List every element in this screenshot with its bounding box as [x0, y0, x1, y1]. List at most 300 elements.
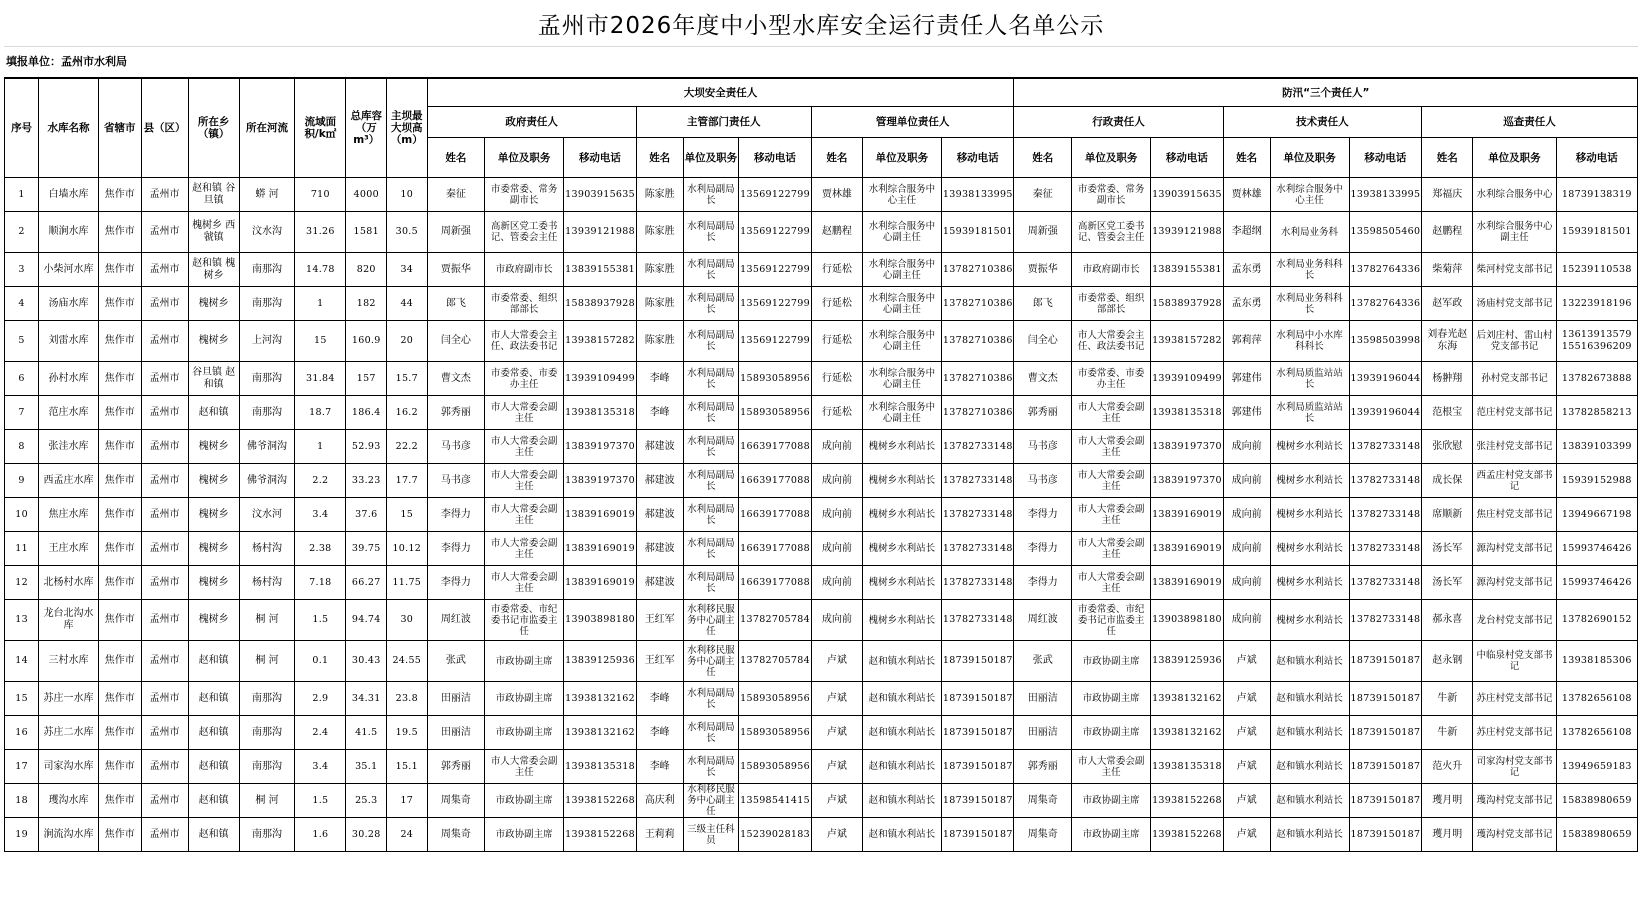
cell-phone: 13949667198: [1556, 498, 1637, 532]
cell-post: 水利局副局长: [683, 178, 738, 212]
cell-county: 孟州市: [141, 253, 188, 287]
cell-num: 17.7: [387, 464, 428, 498]
cell-phone: 13782673888: [1556, 362, 1637, 396]
header-phone: 移动电话: [1556, 138, 1637, 178]
cell-post: 水利局副局长: [683, 287, 738, 321]
cell-person: 高庆利: [636, 784, 683, 818]
cell-name: 龙台北沟水库: [39, 600, 99, 641]
header-admin: 行政责任人: [1014, 107, 1223, 138]
cell-seq: 6: [5, 362, 39, 396]
cell-num: 157: [346, 362, 387, 396]
cell-phone: 13839155381: [564, 253, 637, 287]
cell-post: 市委常委、市委办主任: [485, 362, 564, 396]
cell-num: 66.27: [346, 566, 387, 600]
cell-person: 周新强: [427, 212, 485, 253]
cell-phone: 13839169019: [1151, 532, 1224, 566]
cell-river: 南那沟: [239, 682, 294, 716]
table-body: [5, 178, 1638, 852]
cell-phone: 13782733148: [941, 498, 1014, 532]
cell-town: 赵和镇: [188, 784, 239, 818]
cell-seq: 12: [5, 566, 39, 600]
header-height: 主坝最大坝高（m）: [387, 79, 428, 178]
cell-river: 南那沟: [239, 253, 294, 287]
cell-person: 赵军政: [1422, 287, 1473, 321]
cell-num: 0.1: [295, 641, 346, 682]
cell-person: 李峰: [636, 682, 683, 716]
cell-post: 赵和镇水利站长: [1270, 784, 1349, 818]
cell-name: 顺涧水库: [39, 212, 99, 253]
cell-name: 王庄水库: [39, 532, 99, 566]
cell-name: 范庄水库: [39, 396, 99, 430]
header-phone: 移动电话: [739, 138, 812, 178]
cell-post: 槐树乡水利站长: [1270, 566, 1349, 600]
cell-post: 市人大常委会副主任: [485, 430, 564, 464]
cell-post: 水利综合服务中心主任: [1270, 178, 1349, 212]
cell-phone: 15893058956: [739, 716, 812, 750]
cell-post: 水利局副局长: [683, 464, 738, 498]
cell-num: 1: [295, 430, 346, 464]
cell-post: 市人大常委会副主任: [1072, 464, 1151, 498]
cell-num: 34.31: [346, 682, 387, 716]
cell-city: 焦作市: [98, 430, 141, 464]
cell-person: 赵鹏程: [1422, 212, 1473, 253]
cell-county: 孟州市: [141, 566, 188, 600]
cell-city: 焦作市: [98, 253, 141, 287]
cell-phone: 13839155381: [1151, 253, 1224, 287]
cell-post: 水利综合服务中心: [1473, 178, 1556, 212]
cell-person: 行延松: [811, 396, 862, 430]
cell-river: 蟒 河: [239, 178, 294, 212]
cell-town: 槐树乡: [188, 600, 239, 641]
cell-town: 赵和镇: [188, 716, 239, 750]
cell-town: 赵和镇: [188, 682, 239, 716]
cell-phone: 13938157282: [1151, 321, 1224, 362]
cell-county: 孟州市: [141, 641, 188, 682]
cell-phone: 13949659183: [1556, 750, 1637, 784]
cell-post: 赵和镇水利站长: [1270, 716, 1349, 750]
cell-river: 南那沟: [239, 396, 294, 430]
cell-post: 水利局业务科科长: [1270, 253, 1349, 287]
cell-num: 3.4: [295, 498, 346, 532]
cell-seq: 13: [5, 600, 39, 641]
cell-person: 郝建波: [636, 464, 683, 498]
cell-num: 31.84: [295, 362, 346, 396]
cell-seq: 3: [5, 253, 39, 287]
cell-phone: 13782764336: [1349, 287, 1422, 321]
title-row: [4, 0, 1638, 47]
cell-river: 桐 河: [239, 784, 294, 818]
table-row: [5, 430, 1638, 464]
cell-post: 水利局副局长: [683, 321, 738, 362]
cell-name: 苏庄二水库: [39, 716, 99, 750]
cell-person: 赵永钢: [1422, 641, 1473, 682]
cell-county: 孟州市: [141, 287, 188, 321]
cell-seq: 17: [5, 750, 39, 784]
cell-name: 小柴河水库: [39, 253, 99, 287]
cell-num: 16.2: [387, 396, 428, 430]
cell-person: 李得力: [427, 532, 485, 566]
cell-post: 市人大常委会副主任: [1072, 430, 1151, 464]
cell-post: 水利局业务科: [1270, 212, 1349, 253]
cell-person: 张武: [427, 641, 485, 682]
cell-person: 周红波: [427, 600, 485, 641]
cell-seq: 18: [5, 784, 39, 818]
table-row: [5, 566, 1638, 600]
table-row: [5, 396, 1638, 430]
cell-city: 焦作市: [98, 287, 141, 321]
cell-person: 成向前: [1223, 600, 1270, 641]
cell-num: 33.23: [346, 464, 387, 498]
cell-phone: 13903898180: [1151, 600, 1224, 641]
cell-person: 田丽洁: [1014, 682, 1072, 716]
cell-num: 18.7: [295, 396, 346, 430]
cell-county: 孟州市: [141, 212, 188, 253]
cell-num: 30.28: [346, 818, 387, 852]
cell-post: 水利移民服务中心副主任: [683, 600, 738, 641]
cell-post: 市人大常委会主任、政法委书记: [485, 321, 564, 362]
cell-town: 槐树乡 西虢镇: [188, 212, 239, 253]
cell-num: 820: [346, 253, 387, 287]
cell-post: 高新区党工委书记、管委会主任: [485, 212, 564, 253]
cell-phone: 15893058956: [739, 362, 812, 396]
cell-person: 卢斌: [1223, 750, 1270, 784]
cell-phone: 13938135318: [1151, 750, 1224, 784]
cell-num: 2.38: [295, 532, 346, 566]
cell-phone: 13782705784: [739, 600, 812, 641]
cell-city: 焦作市: [98, 784, 141, 818]
cell-person: 王红军: [636, 641, 683, 682]
cell-person: 郭莉萍: [1223, 321, 1270, 362]
cell-num: 39.75: [346, 532, 387, 566]
cell-person: 成向前: [1223, 464, 1270, 498]
cell-num: 2.2: [295, 464, 346, 498]
cell-num: 186.4: [346, 396, 387, 430]
header-post: 单位及职务: [1072, 138, 1151, 178]
cell-river: 佛爷洞沟: [239, 464, 294, 498]
cell-phone: 18739150187: [1349, 716, 1422, 750]
header-person: 姓名: [1223, 138, 1270, 178]
cell-phone: 16639177088: [739, 430, 812, 464]
cell-phone: 13939109499: [564, 362, 637, 396]
cell-post: 源沟村党支部书记: [1473, 566, 1556, 600]
cell-post: 市委常委、常务副市长: [1072, 178, 1151, 212]
cell-person: 陈家胜: [636, 253, 683, 287]
cell-phone: 15838980659: [1556, 818, 1637, 852]
cell-phone: 13938152268: [564, 784, 637, 818]
cell-person: 郝建波: [636, 498, 683, 532]
header-person: 姓名: [636, 138, 683, 178]
cell-post: 市委常委、市委办主任: [1072, 362, 1151, 396]
cell-river: 南那沟: [239, 287, 294, 321]
cell-post: 市政府副市长: [485, 253, 564, 287]
table-row: [5, 464, 1638, 498]
cell-post: 槐树乡水利站长: [1270, 430, 1349, 464]
cell-phone: 15239110538: [1556, 253, 1637, 287]
cell-num: 2.4: [295, 716, 346, 750]
cell-person: 卢斌: [811, 750, 862, 784]
cell-river: 南那沟: [239, 362, 294, 396]
cell-post: 槐树乡水利站长: [862, 566, 941, 600]
cell-city: 焦作市: [98, 178, 141, 212]
cell-county: 孟州市: [141, 430, 188, 464]
cell-phone: 13903915635: [1151, 178, 1224, 212]
cell-city: 焦作市: [98, 566, 141, 600]
cell-phone: 13782710386: [941, 287, 1014, 321]
cell-post: 赵和镇水利站长: [862, 750, 941, 784]
cell-phone: 13569122799: [739, 287, 812, 321]
cell-person: 周集奇: [1014, 784, 1072, 818]
cell-post: 水利综合服务中心副主任: [862, 287, 941, 321]
cell-person: 李得力: [1014, 532, 1072, 566]
cell-person: 郭秀丽: [1014, 750, 1072, 784]
cell-phone: 18739150187: [1349, 750, 1422, 784]
cell-county: 孟州市: [141, 498, 188, 532]
cell-person: 瓁月明: [1422, 818, 1473, 852]
table-row: [5, 750, 1638, 784]
cell-seq: 9: [5, 464, 39, 498]
cell-town: 赵和镇: [188, 750, 239, 784]
cell-person: 李得力: [427, 566, 485, 600]
cell-city: 焦作市: [98, 716, 141, 750]
cell-person: 郎飞: [1014, 287, 1072, 321]
cell-person: 赵鹏程: [811, 212, 862, 253]
cell-num: 35.1: [346, 750, 387, 784]
cell-post: 水利综合服务中心副主任: [1473, 212, 1556, 253]
cell-county: 孟州市: [141, 464, 188, 498]
cell-person: 卢斌: [1223, 784, 1270, 818]
cell-phone: 13939121988: [564, 212, 637, 253]
cell-seq: 19: [5, 818, 39, 852]
cell-town: 槐树乡: [188, 287, 239, 321]
cell-post: 水利移民服务中心副主任: [683, 784, 738, 818]
cell-phone: 13613913579 15516396209: [1556, 321, 1637, 362]
cell-person: 成长保: [1422, 464, 1473, 498]
cell-river: 佛爷洞沟: [239, 430, 294, 464]
cell-county: 孟州市: [141, 362, 188, 396]
cell-post: 水利综合服务中心副主任: [862, 362, 941, 396]
cell-name: 孙村水库: [39, 362, 99, 396]
cell-phone: 15239028183: [739, 818, 812, 852]
cell-post: 市人大常委会副主任: [1072, 498, 1151, 532]
cell-person: 田丽洁: [1014, 716, 1072, 750]
cell-phone: 13782733148: [941, 566, 1014, 600]
table-row: [5, 641, 1638, 682]
cell-person: 杨翀翔: [1422, 362, 1473, 396]
cell-post: 槐树乡水利站长: [1270, 600, 1349, 641]
cell-post: 龙台村党支部书记: [1473, 600, 1556, 641]
cell-post: 瓁沟村党支部书记: [1473, 784, 1556, 818]
cell-person: 郭秀丽: [1014, 396, 1072, 430]
cell-phone: 18739150187: [941, 716, 1014, 750]
cell-post: 赵和镇水利站长: [862, 818, 941, 852]
cell-person: 行延松: [811, 287, 862, 321]
cell-person: 王红军: [636, 600, 683, 641]
table-row: [5, 287, 1638, 321]
cell-person: 陈家胜: [636, 212, 683, 253]
table-row: [5, 362, 1638, 396]
cell-post: 水利局质监站站长: [1270, 396, 1349, 430]
table-row: [5, 321, 1638, 362]
cell-post: 赵和镇水利站长: [862, 716, 941, 750]
cell-post: 水利局副局长: [683, 430, 738, 464]
cell-phone: 13782733148: [1349, 498, 1422, 532]
header-gov: 政府责任人: [427, 107, 636, 138]
cell-phone: 16639177088: [739, 498, 812, 532]
table-row: [5, 178, 1638, 212]
cell-phone: 13782710386: [941, 321, 1014, 362]
header-seq: 序号: [5, 79, 39, 178]
cell-num: 10.12: [387, 532, 428, 566]
cell-phone: 13223918196: [1556, 287, 1637, 321]
cell-person: 闫全心: [1014, 321, 1072, 362]
cell-phone: 15893058956: [739, 750, 812, 784]
cell-post: 市委常委、组织部部长: [1072, 287, 1151, 321]
cell-num: 23.8: [387, 682, 428, 716]
cell-num: 7.18: [295, 566, 346, 600]
cell-name: 北杨村水库: [39, 566, 99, 600]
cell-phone: 13938132162: [1151, 682, 1224, 716]
table-row: [5, 784, 1638, 818]
cell-num: 182: [346, 287, 387, 321]
cell-seq: 10: [5, 498, 39, 532]
cell-post: 赵和镇水利站长: [1270, 682, 1349, 716]
cell-post: 槐树乡水利站长: [862, 532, 941, 566]
cell-river: 南那沟: [239, 818, 294, 852]
cell-person: 郭建伟: [1223, 396, 1270, 430]
cell-phone: 15838980659: [1556, 784, 1637, 818]
cell-post: 水利局副局长: [683, 566, 738, 600]
header-person: 姓名: [427, 138, 485, 178]
cell-town: 槐树乡: [188, 532, 239, 566]
cell-name: 苏庄一水库: [39, 682, 99, 716]
cell-phone: 13938132162: [1151, 716, 1224, 750]
cell-post: 水利局副局长: [683, 498, 738, 532]
cell-person: 曹文杰: [427, 362, 485, 396]
cell-phone: 15838937928: [1151, 287, 1224, 321]
header-area: 流域面积/k㎡: [295, 79, 346, 178]
cell-person: 成向前: [811, 430, 862, 464]
cell-phone: 13938152268: [564, 818, 637, 852]
cell-river: 桐 河: [239, 641, 294, 682]
cell-post: 孙村党支部书记: [1473, 362, 1556, 396]
cell-post: 司家沟村党支部书记: [1473, 750, 1556, 784]
cell-person: 李峰: [636, 716, 683, 750]
cell-river: 南那沟: [239, 750, 294, 784]
cell-post: 市政协副主席: [1072, 818, 1151, 852]
cell-seq: 2: [5, 212, 39, 253]
cell-post: 槐树乡水利站长: [862, 498, 941, 532]
cell-post: 赵和镇水利站长: [1270, 818, 1349, 852]
cell-town: 赵和镇: [188, 818, 239, 852]
cell-post: 源沟村党支部书记: [1473, 532, 1556, 566]
cell-city: 焦作市: [98, 362, 141, 396]
cell-person: 周新强: [1014, 212, 1072, 253]
cell-name: 瓁沟水库: [39, 784, 99, 818]
cell-post: 市委常委、市纪委书记市监委主任: [1072, 600, 1151, 641]
cell-person: 刘春光赵东海: [1422, 321, 1473, 362]
table-row: [5, 818, 1638, 852]
table-row: [5, 600, 1638, 641]
cell-post: 赵和镇水利站长: [1270, 750, 1349, 784]
cell-phone: 13938133995: [1349, 178, 1422, 212]
cell-city: 焦作市: [98, 600, 141, 641]
cell-person: 成向前: [1223, 430, 1270, 464]
cell-person: 牛新: [1422, 716, 1473, 750]
cell-phone: 13782710386: [941, 253, 1014, 287]
cell-num: 14.78: [295, 253, 346, 287]
cell-town: 槐树乡: [188, 498, 239, 532]
cell-person: 郝永喜: [1422, 600, 1473, 641]
cell-num: 2.9: [295, 682, 346, 716]
cell-river: 上河沟: [239, 321, 294, 362]
cell-post: 市委常委、组织部部长: [485, 287, 564, 321]
header-phone: 移动电话: [564, 138, 637, 178]
cell-num: 30.5: [387, 212, 428, 253]
cell-post: 市人大常委会副主任: [1072, 532, 1151, 566]
cell-person: 卢斌: [1223, 641, 1270, 682]
cell-person: 秦征: [1014, 178, 1072, 212]
cell-person: 瓁月明: [1422, 784, 1473, 818]
table-row: [5, 253, 1638, 287]
header-post: 单位及职务: [1473, 138, 1556, 178]
cell-num: 31.26: [295, 212, 346, 253]
header-post: 单位及职务: [1270, 138, 1349, 178]
cell-post: 三级主任科员: [683, 818, 738, 852]
cell-river: 南那沟: [239, 716, 294, 750]
cell-person: 郭秀丽: [427, 750, 485, 784]
cell-seq: 4: [5, 287, 39, 321]
header-patrol: 巡查责任人: [1422, 107, 1638, 138]
cell-name: 司家沟水库: [39, 750, 99, 784]
cell-phone: 13782733148: [941, 532, 1014, 566]
cell-num: 15.1: [387, 750, 428, 784]
cell-person: 柴菊萍: [1422, 253, 1473, 287]
table-row: [5, 682, 1638, 716]
cell-post: 水利局副局长: [683, 716, 738, 750]
cell-person: 贾林雄: [811, 178, 862, 212]
cell-num: 25.3: [346, 784, 387, 818]
table-row: [5, 532, 1638, 566]
cell-person: 周红波: [1014, 600, 1072, 641]
cell-phone: 13569122799: [739, 178, 812, 212]
cell-phone: 13782656108: [1556, 682, 1637, 716]
header-person: 姓名: [1014, 138, 1072, 178]
cell-town: 赵和镇 谷旦镇: [188, 178, 239, 212]
header-group-dam-safety: 大坝安全责任人: [427, 79, 1014, 107]
cell-num: 41.5: [346, 716, 387, 750]
cell-person: 曹文杰: [1014, 362, 1072, 396]
cell-num: 710: [295, 178, 346, 212]
cell-phone: 13938152268: [1151, 818, 1224, 852]
cell-person: 田丽洁: [427, 716, 485, 750]
header-river: 所在河流: [239, 79, 294, 178]
cell-phone: 13782733148: [941, 464, 1014, 498]
cell-phone: 16639177088: [739, 464, 812, 498]
cell-post: 市人大常委会副主任: [1072, 396, 1151, 430]
table-row: [5, 716, 1638, 750]
cell-post: 赵和镇水利站长: [862, 784, 941, 818]
cell-post: 市人大常委会副主任: [1072, 566, 1151, 600]
cell-city: 焦作市: [98, 641, 141, 682]
cell-person: 周集奇: [427, 818, 485, 852]
cell-post: 市人大常委会副主任: [485, 498, 564, 532]
cell-num: 15.7: [387, 362, 428, 396]
cell-post: 市人大常委会副主任: [485, 566, 564, 600]
cell-person: 成向前: [811, 498, 862, 532]
cell-river: 汶水河: [239, 498, 294, 532]
cell-seq: 11: [5, 532, 39, 566]
cell-post: 汤庙村党支部书记: [1473, 287, 1556, 321]
